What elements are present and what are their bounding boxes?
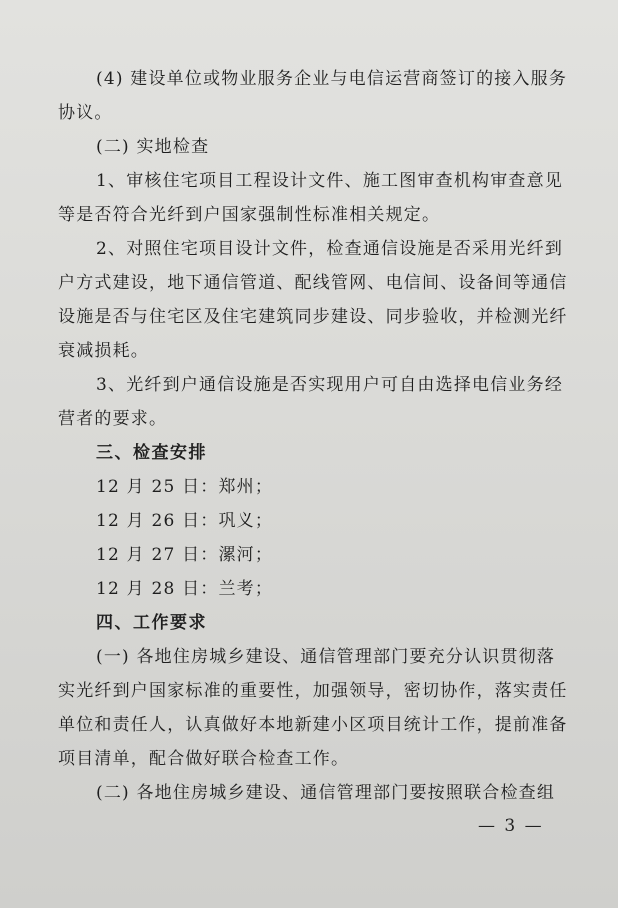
text-line: 衰减损耗。 [58,341,149,361]
text-line: 12 月 27 日：漯河； [96,545,274,565]
text-line: (二) 各地住房城乡建设、通信管理部门要按照联合检查组 [96,783,556,803]
text-line: 等是否符合光纤到户国家强制性标准相关规定。 [58,205,441,225]
text-line: 单位和责任人，认真做好本地新建小区项目统计工作，提前准备 [58,715,568,735]
text-line: 设施是否与住宅区及住宅建筑同步建设、同步验收，并检测光纤 [58,307,568,327]
text-line: 12 月 26 日：巩义； [96,511,274,531]
text-line: 户方式建设，地下通信管道、配线管网、电信间、设备间等通信 [58,273,568,293]
document-body [58,62,574,810]
section-heading: 四、工作要求 [96,613,207,633]
section-heading: 三、检查安排 [96,443,207,463]
text-line: 实光纤到户国家标准的重要性，加强领导，密切协作，落实责任 [58,681,568,701]
text-line: 营者的要求。 [58,409,168,429]
text-line: 3、光纤到户通信设施是否实现用户可自由选择电信业务经 [96,375,564,395]
page-number: — 3 — [478,816,544,836]
text-line: 12 月 25 日：郑州； [96,477,274,497]
text-line: 2、对照住宅项目设计文件，检查通信设施是否采用光纤到 [96,239,564,259]
text-line: 12 月 28 日：兰考； [96,579,274,599]
text-line: (4) 建设单位或物业服务企业与电信运营商签订的接入服务 [96,69,568,89]
text-line: 协议。 [58,103,113,123]
text-line: 1、审核住宅项目工程设计文件、施工图审查机构审查意见 [96,171,564,191]
text-line: 项目清单，配合做好联合检查工作。 [58,749,350,769]
text-line: (一) 各地住房城乡建设、通信管理部门要充分认识贯彻落 [96,647,556,667]
text-line: (二) 实地检查 [96,137,210,157]
